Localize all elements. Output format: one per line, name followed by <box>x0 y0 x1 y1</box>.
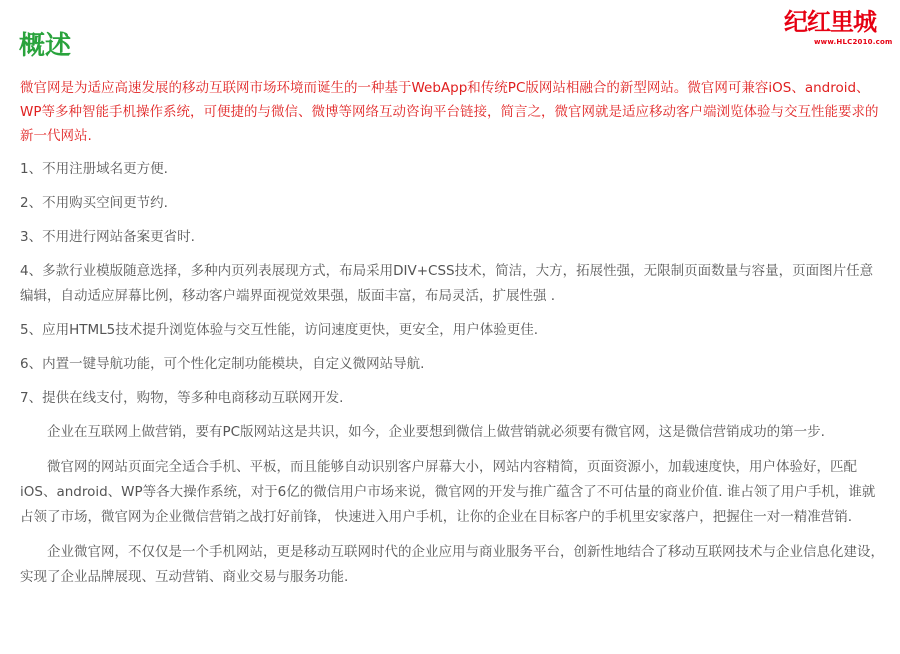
list-item: 5、应用HTML5技术提升浏览体验与交互性能，访问速度更快，更安全，用户体验更佳. <box>20 322 539 338</box>
list-item: 7、提供在线支付，购物，等多种电商移动互联网开发. <box>20 390 344 406</box>
logo-mark: 纪红里城 <box>784 8 876 36</box>
body-paragraph: 企业在互联网上做营销，要有PC版网站这是共识，如今，企业要想到微信上做营销就必须要有微官网，这是微信营销成功的第一步. <box>47 424 825 440</box>
list-item: 6、内置一键导航功能，可个性化定制功能模块，自定义微网站导航. <box>20 356 425 372</box>
list-item: 2、不用购买空间更节约. <box>20 195 168 211</box>
list-item: 3、不用进行网站备案更省时. <box>20 229 195 245</box>
article-body <box>20 76 886 600</box>
intro-paragraph: 微官网是为适应高速发展的移动互联网市场环境而诞生的一种基于WebApp和传统PC版网站相融合的新型网站。微官网可兼容iOS、android、WP等多种智能手机操作系统，可便捷的与微信、微博等网络互动咨询平台链接，简言之，微官网就是适应移动客户端浏览体验与交互性能要求的新一代网站. <box>20 80 879 144</box>
page-title: 概述 <box>19 31 72 61</box>
body-paragraph: 企业微官网，不仅仅是一个手机网站，更是移动互联网时代的企业应用与商业服务平台，创新性地结合了移动互联网技术与企业信息化建设，实现了企业品牌展现、互动营销、商业交易与服务功能. <box>20 544 884 585</box>
list-item: 4、多款行业模版随意选择，多种内页列表展现方式，布局采用DIV+CSS技术，简洁，大方，拓展性强，无限制页面数量与容量，页面图片任意编辑，自动适应屏幕比例，移动客户端界面视觉效果强，版面丰富，布局灵活，扩展性强 . <box>20 263 874 304</box>
list-item: 1、不用注册域名更方便. <box>20 161 168 177</box>
logo-url: www.HLC2010.com <box>814 38 893 46</box>
site-logo <box>784 8 893 48</box>
body-paragraph: 微官网的网站页面完全适合手机、平板，而且能够自动识别客户屏幕大小，网站内容精简，页面资源小，加载速度快，用户体验好，匹配iOS、android、WP等各大操作系统，对于6亿的微信用户市场来说，微官网的开发与推广蕴含了不可估量的商业价值. 谁占领了用户手机，谁就占领了市场，微官网为企业微信营销之战打好前锋， 快速进入用户手机，让你的企业在目标客户的手机里安家落户，把握住一对一精准营销. <box>20 459 876 525</box>
